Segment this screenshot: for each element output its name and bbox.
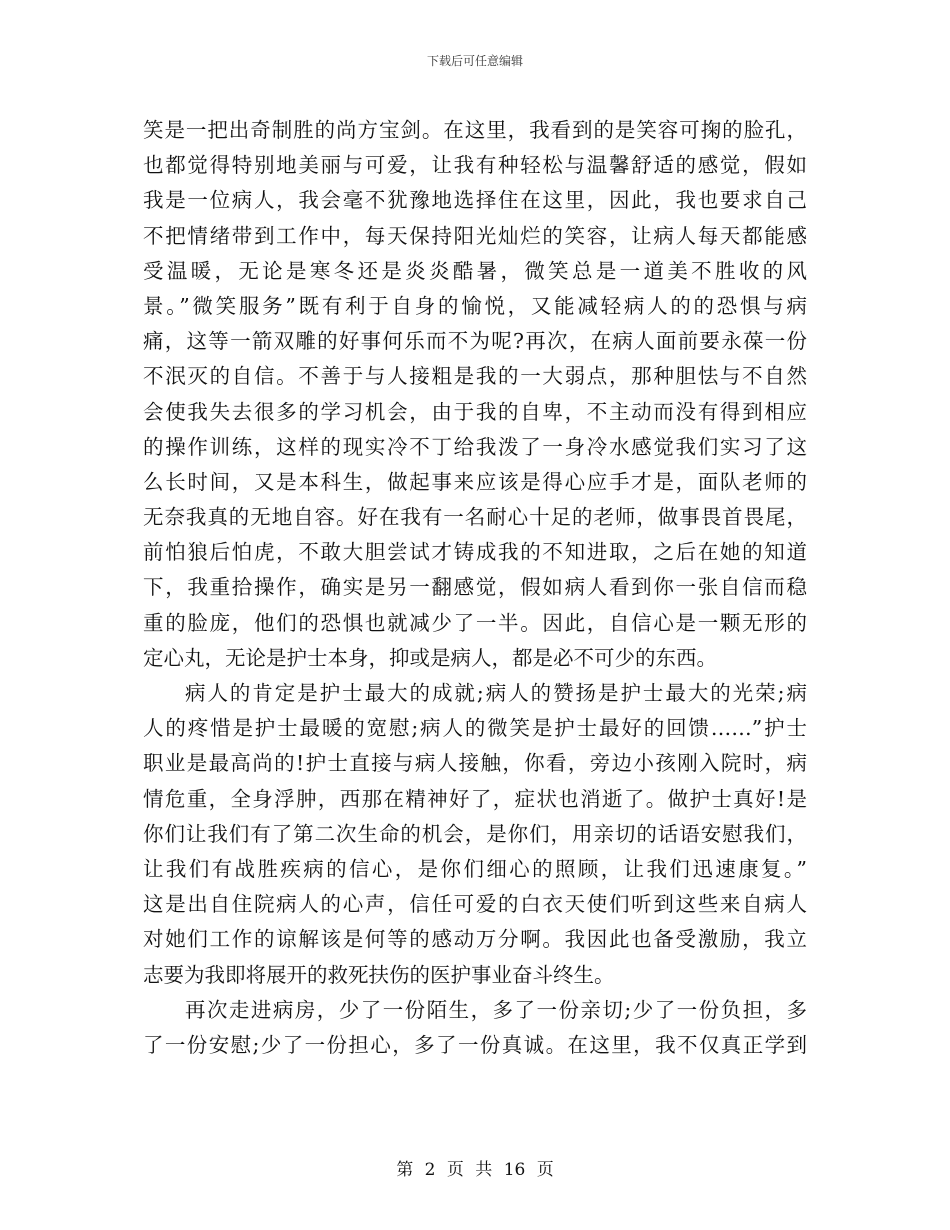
paragraph <box>143 676 807 993</box>
text-line: 情危重，全身浮肿，西那在精神好了，症状也消逝了。做护士真好!是 <box>143 786 807 811</box>
text-line: 也都觉得特别地美丽与可爱，让我有种轻松与温馨舒适的感觉，假如 <box>143 153 807 178</box>
text-line: 重的脸庞，他们的恐惧也就减少了一半。因此，自信心是一颗无形的 <box>143 610 807 635</box>
text-line: 痛，这等一箭双雕的好事何乐而不为呢?再次，在病人面前要永葆一份 <box>143 329 807 354</box>
text-line: 不把情绪带到工作中，每天保持阳光灿烂的笑容，让病人每天都能感 <box>143 223 807 248</box>
text-line: 病人的肯定是护士最大的成就;病人的赞扬是护士最大的光荣;病 <box>185 681 807 705</box>
paragraph <box>143 993 807 1063</box>
text-line: 笑是一把出奇制胜的尚方宝剑。在这里，我看到的是笑容可掬的脸孔， <box>143 118 807 142</box>
page-number: 第 2 页 共 16 页 <box>396 1160 554 1180</box>
text-line: 我是一位病人，我会毫不犹豫地选择住在这里，因此，我也要求自己 <box>143 188 807 213</box>
text-line: 不泯灭的自信。不善于与人接粗是我的一大弱点，那种胆怯与不自然 <box>143 364 807 389</box>
text-line: 受温暖，无论是寒冬还是炎炎酷暑，微笑总是一道美不胜收的风 <box>143 258 807 283</box>
text-line: 定心丸，无论是护士本身，抑或是病人，都是必不可少的东西。 <box>143 645 717 670</box>
text-line: 你们让我们有了第二次生命的机会，是你们，用亲切的话语安慰我们， <box>143 821 807 846</box>
text-line: 会使我失去很多的学习机会，由于我的自卑，不主动而没有得到相应 <box>143 399 807 424</box>
text-line: 人的疼惜是护士最暖的宽慰;病人的微笑是护士最好的回馈……”护士 <box>143 716 807 741</box>
text-line: 无奈我真的无地自容。好在我有一名耐心十足的老师，做事畏首畏尾， <box>143 505 807 530</box>
text-line: 对她们工作的谅解该是何等的感动万分啊。我因此也备受激励，我立 <box>143 927 807 952</box>
text-line: 这是出自住院病人的心声，信任可爱的白衣天使们听到这些来自病人 <box>143 892 807 917</box>
text-line: 前怕狼后怕虎，不敢大胆尝试才铸成我的不知进取，之后在她的知道 <box>143 540 807 565</box>
text-line: 再次走进病房，少了一份陌生，多了一份亲切;少了一份负担，多 <box>185 997 807 1022</box>
text-line: 下，我重拾操作，确实是另一翻感觉，假如病人看到你一张自信而稳 <box>143 575 807 600</box>
text-line: 让我们有战胜疾病的信心，是你们细心的照顾，让我们迅速康复。” <box>143 856 807 881</box>
text-line: 志要为我即将展开的救死扶伤的医护事业奋斗终生。 <box>143 962 615 987</box>
text-line: 的操作训练，这样的现实冷不丁给我泼了一身冷水感觉我们实习了这 <box>143 434 807 459</box>
text-line: 了一份安慰;少了一份担心，多了一份真诚。在这里，我不仅真正学到 <box>143 1032 807 1057</box>
text-line: 职业是最高尚的!护士直接与病人接触，你看，旁边小孩刚入院时，病 <box>143 751 807 776</box>
text-line: 么长时间，又是本科生，做起事来应该是得心应手才是，面队老师的 <box>143 469 807 494</box>
paragraph <box>143 113 807 676</box>
text-line: 景。”微笑服务”既有利于自身的愉悦，又能减轻病人的的恐惧与病 <box>143 293 807 318</box>
document-body <box>143 113 807 1063</box>
page-header: 下载后可任意编辑 <box>426 54 523 68</box>
